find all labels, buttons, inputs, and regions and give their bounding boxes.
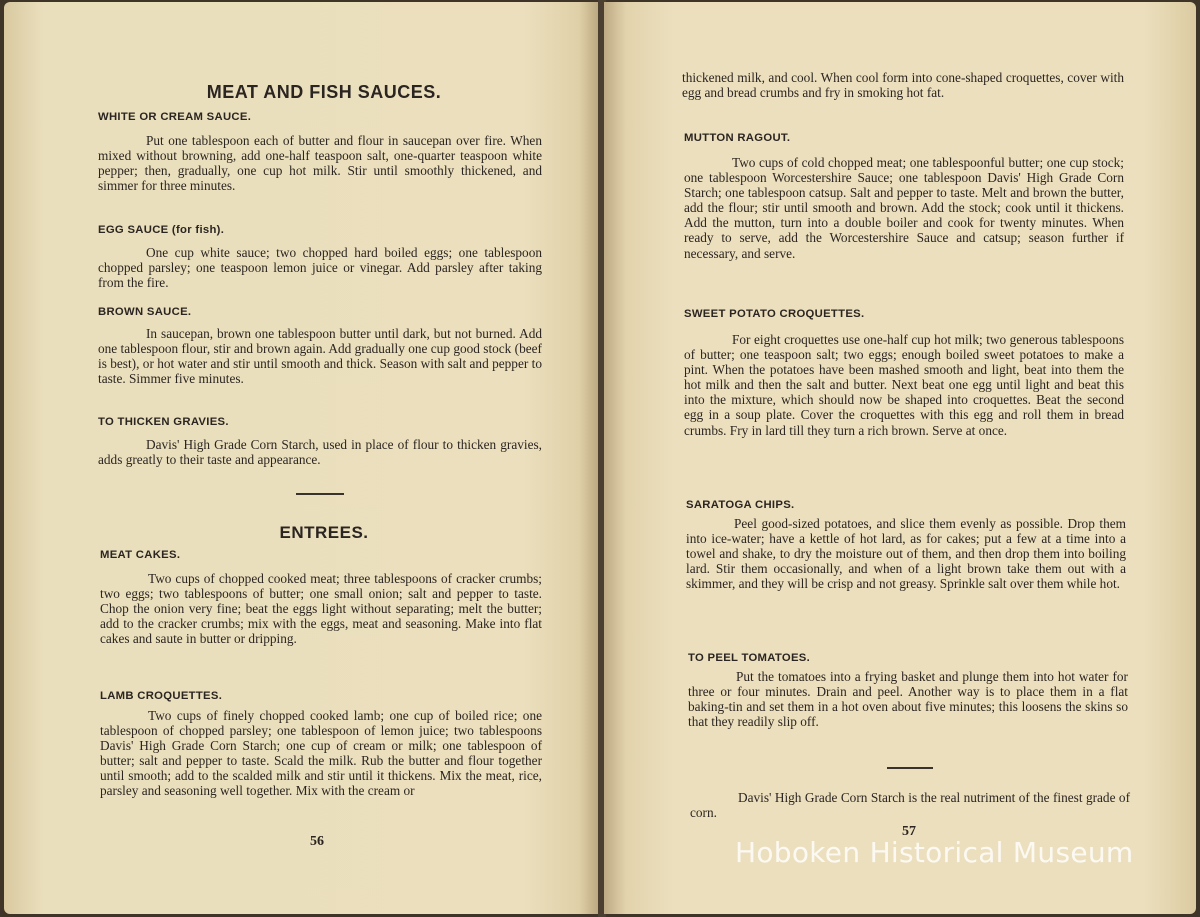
paragraph-to-peel-tomatoes: Put the tomatoes into a frying basket and plunge them into hot water for three or four minutes. Drain and peel. Another way is to place them in a flat baking-tin and set them in a hot oven about five minutes; this loosens the skins so that they readily slip off. [688, 669, 1128, 730]
paragraph-brown-sauce: In saucepan, brown one tablespoon butter until dark, but not burned. Add one tablespoon flour, stir and brown again. Add gradually one cup good stock (beef is best), or hot water and stir until smooth and thick. Season with salt and pepper to taste. Simmer five minutes. [98, 326, 542, 387]
paragraph-egg-sauce: One cup white sauce; two chopped hard boiled eggs; one tablespoon chopped parsley; one teaspoon lemon juice or vinegar. Add parsley after taking from the fire. [98, 245, 542, 291]
heading-sweet-potato-croquettes: SWEET POTATO CROQUETTES. [684, 308, 865, 320]
heading-to-peel-tomatoes: TO PEEL TOMATOES. [688, 652, 811, 664]
paragraph-continued-croquettes: thickened milk, and cool. When cool form into cone-shaped croquettes, cover with egg and bread crumbs and fry in smoking hot fat. [682, 70, 1124, 101]
heading-lamb-croquettes: LAMB CROQUETTES. [100, 690, 223, 702]
page-number-56: 56 [310, 834, 324, 849]
paragraph-meat-cakes: Two cups of chopped cooked meat; three tablespoons of cracker crumbs; two eggs; two tablespoons of butter; one small onion; salt and pepper to taste. Chop the onion very fine; beat the eggs light without separating; melt the butter; add to the cracker crumbs; mix with the eggs, meat and seasoning. Make into flat cakes and saute in butter or dripping. [100, 571, 542, 647]
section-divider-rule [887, 767, 933, 769]
page-number-57: 57 [902, 824, 916, 839]
left-page [4, 2, 600, 914]
section-divider-rule [296, 493, 344, 495]
heading-white-or-cream-sauce: WHITE OR CREAM SAUCE. [98, 111, 252, 123]
museum-watermark: Hoboken Historical Museum [735, 836, 1134, 869]
heading-egg-sauce: EGG SAUCE (for fish). [98, 224, 225, 236]
heading-to-thicken-gravies: TO THICKEN GRAVIES. [98, 416, 229, 428]
heading-brown-sauce: BROWN SAUCE. [98, 306, 192, 318]
paragraph-white-or-cream-sauce: Put one tablespoon each of butter and flour in saucepan over fire. When mixed without browning, add one-half teaspoon salt, one-quarter teaspoon white pepper; then, gradually, one cup hot milk. Stir until smoothly thickened, and simmer for three minutes. [98, 133, 542, 194]
section-title-entrees: ENTREES. [279, 523, 369, 542]
paragraph-to-thicken-gravies: Davis' High Grade Corn Starch, used in place of flour to thicken gravies, adds greatly to their taste and appearance. [98, 437, 542, 468]
footer-note: Davis' High Grade Corn Starch is the real nutriment of the finest grade of corn. [690, 790, 1130, 821]
paragraph-mutton-ragout: Two cups of cold chopped meat; one tablespoonful butter; one cup stock; one tablespoon Worcestershire Sauce; one tablespoon Davis' High Grade Corn Starch; one tablespoon catsup. Salt and pepper to taste. Melt and brown the butter, add the flour; stir until smooth and brown. Add the stock; cook until it thickens. Add the mutton, turn into a double boiler and cook for twenty minutes. When ready to serve, add the Worcestershire Sauce and catsup; season further if necessary, and serve. [684, 155, 1124, 261]
right-page [604, 2, 1196, 914]
paragraph-saratoga-chips: Peel good-sized potatoes, and slice them evenly as possible. Drop them into ice-water; have a kettle of hot lard, as for cakes; put a few at a time into a towel and shake, to dry the moisture out of them, and then drop them into boiling lard. Stir them occasionally, and when of a light brown take them out with a skimmer, and they will be crisp and not greasy. Sprinkle salt over them while hot. [686, 516, 1126, 592]
section-title-meat-and-fish-sauces: MEAT AND FISH SAUCES. [206, 82, 442, 102]
paragraph-lamb-croquettes: Two cups of finely chopped cooked lamb; one cup of boiled rice; one tablespoon of chopped parsley; one tablespoon of lemon juice; two tablespoons Davis' High Grade Corn Starch; one cup of cream or milk; one tablespoon of butter; salt and pepper to taste. Scald the milk. Rub the butter and flour together until smooth; add to the scalded milk and stir until it thickens. Mix the meat, rice, parsley and seasoning well together. Mix with the cream or [100, 708, 542, 799]
paragraph-sweet-potato-croquettes: For eight croquettes use one-half cup hot milk; two generous tablespoons of butter; one teaspoon salt; two eggs; enough boiled sweet potatoes to make a pint. When the potatoes have been mashed smooth and light, beat into them the hot milk and then the salt and butter. Next beat one egg until light and beat this into the mixture, which should now be shaped into croquettes. Beat the second egg in a soup plate. Cover the croquettes with this egg and roll them in bread crumbs. Fry in lard till they turn a rich brown. Serve at once. [684, 332, 1124, 438]
heading-mutton-ragout: MUTTON RAGOUT. [684, 132, 791, 144]
heading-meat-cakes: MEAT CAKES. [100, 549, 181, 561]
heading-saratoga-chips: SARATOGA CHIPS. [686, 499, 795, 511]
